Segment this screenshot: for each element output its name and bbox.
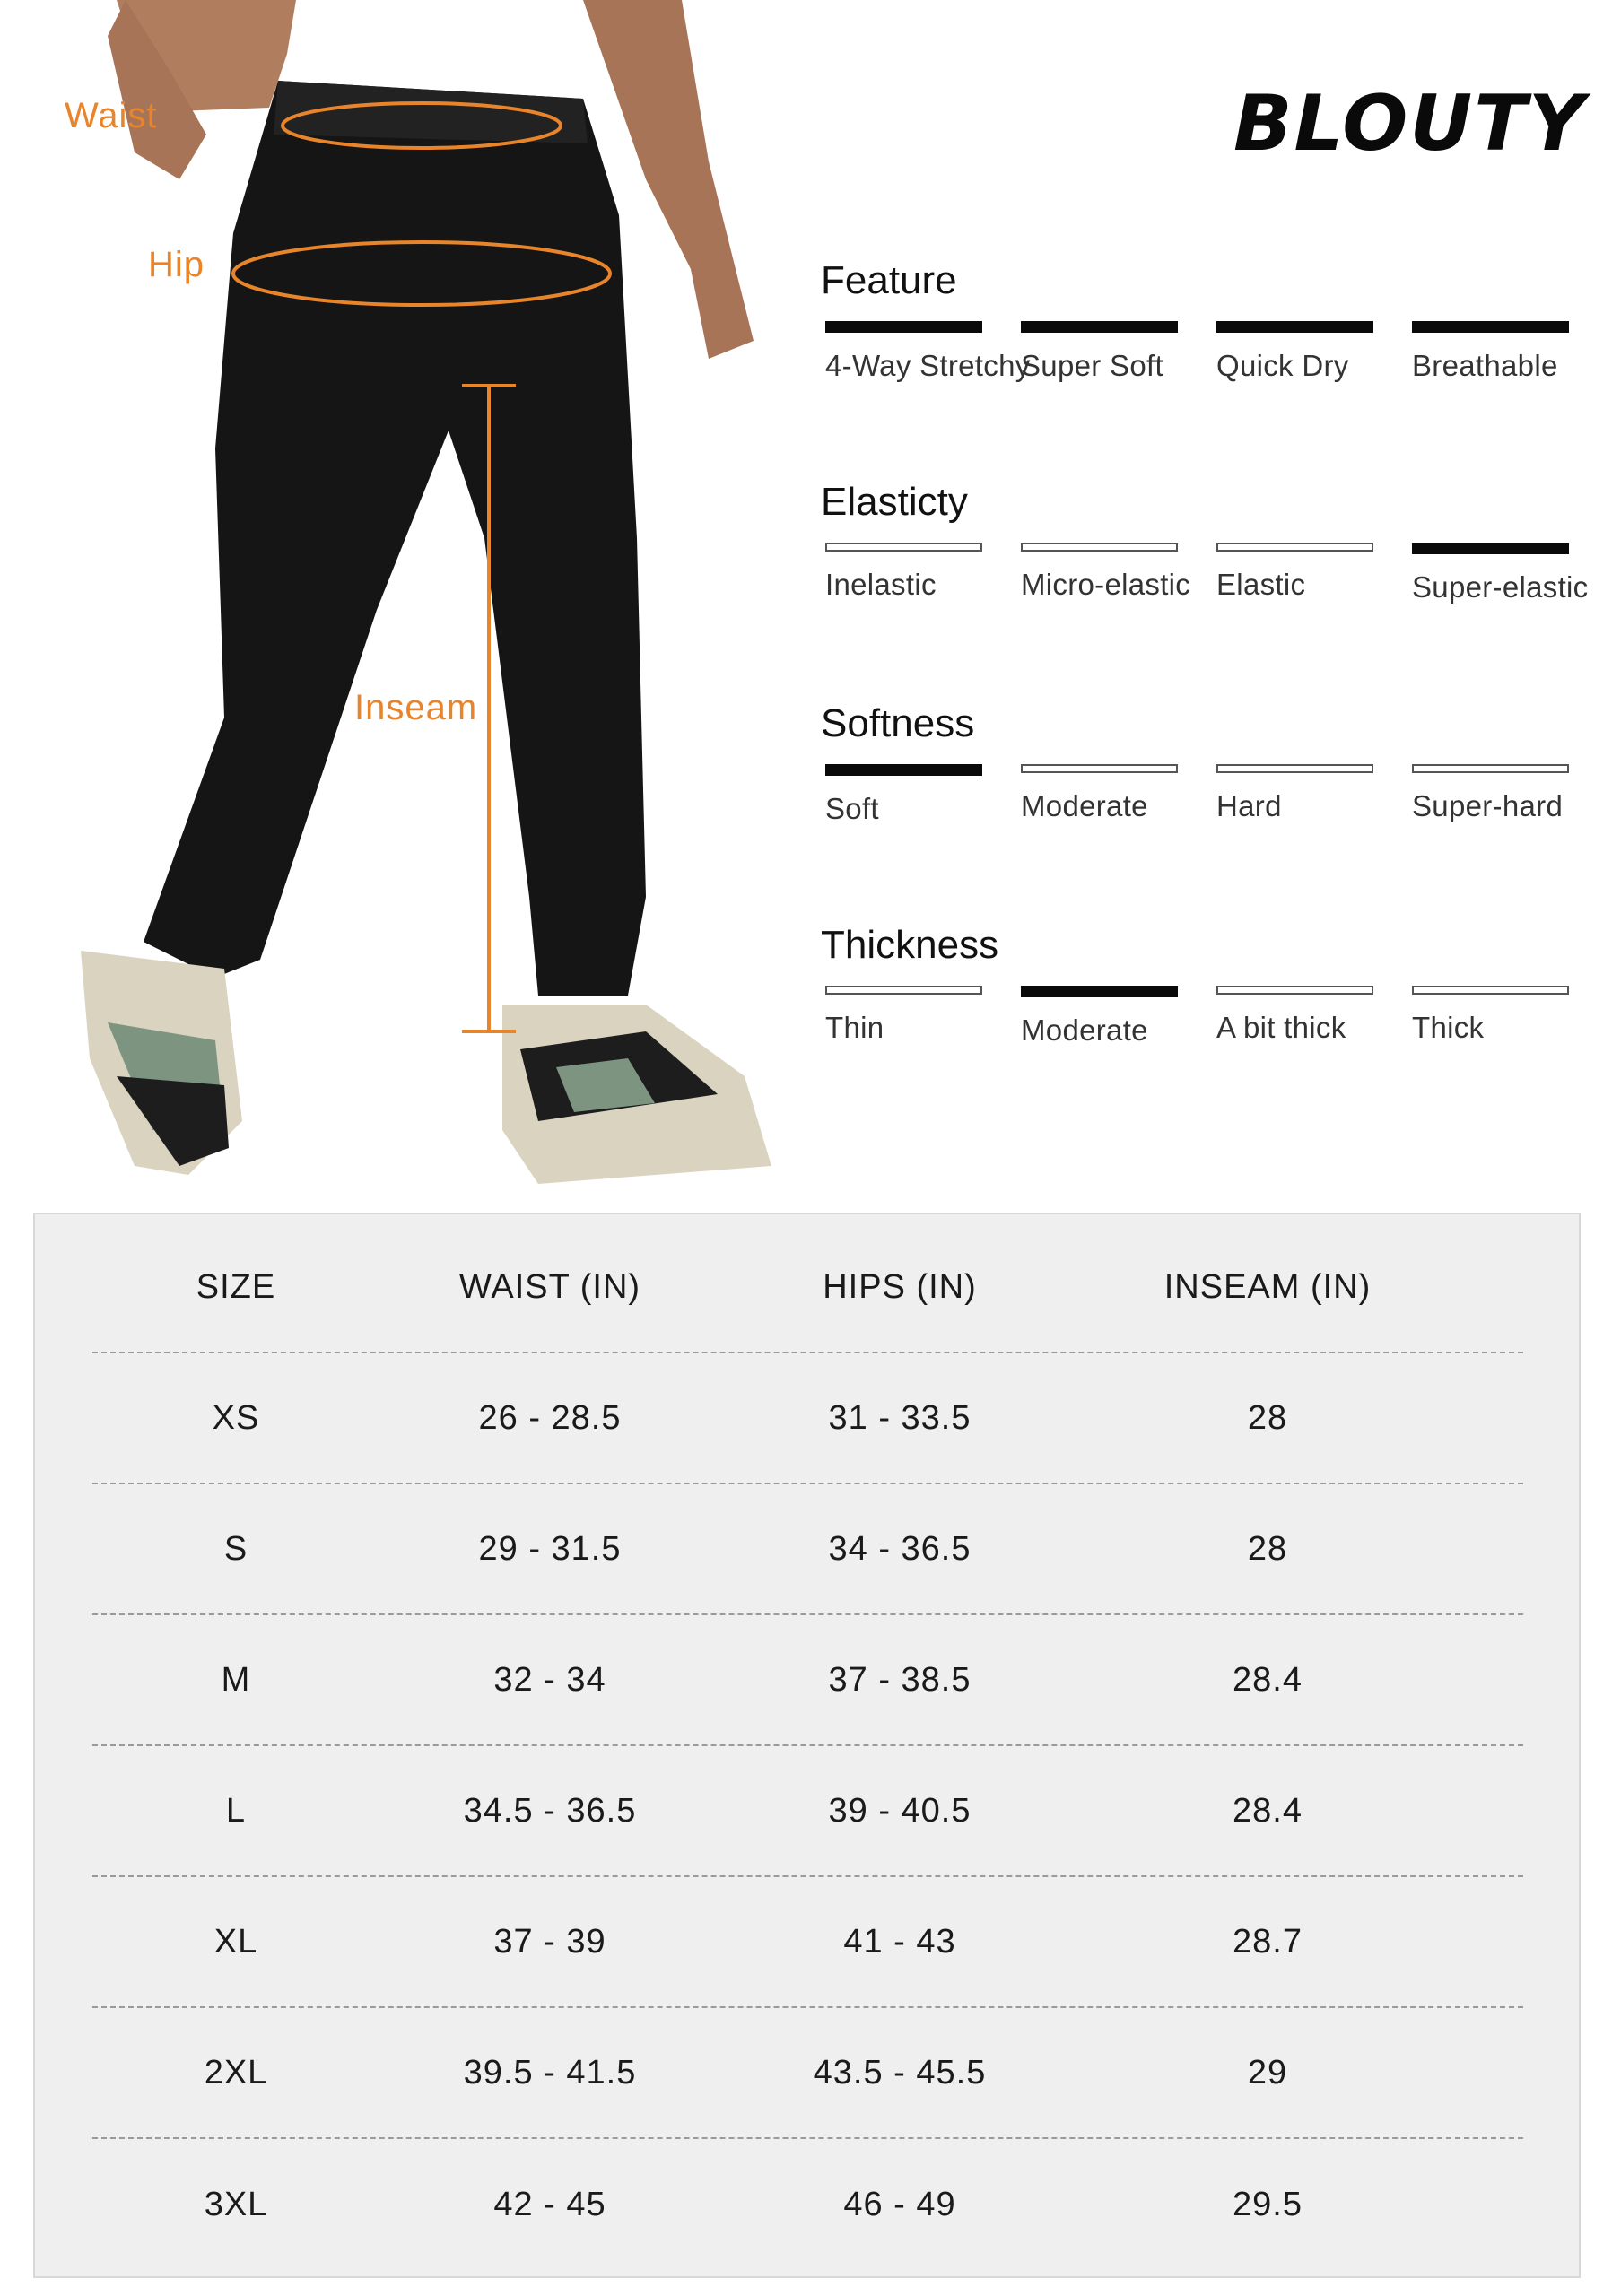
section-title: Thickness	[821, 923, 999, 967]
attribute-option	[825, 321, 1031, 383]
inseam-label: Inseam	[354, 688, 478, 727]
attribute-option	[825, 986, 1005, 1045]
table-cell: 42 - 45	[493, 2186, 606, 2223]
model-illustration	[0, 0, 807, 1202]
level-bar-inactive	[1021, 543, 1178, 552]
attribute-option	[1021, 321, 1200, 383]
table-cell: S	[223, 1530, 248, 1568]
level-bar-inactive	[1216, 764, 1373, 773]
option-label: Soft	[825, 792, 879, 825]
attribute-option	[1412, 986, 1591, 1045]
pants	[144, 81, 646, 996]
table-cell: 26 - 28.5	[478, 1399, 622, 1437]
table-cell: 28.4	[1233, 1792, 1303, 1830]
table-cell: 37 - 38.5	[828, 1661, 972, 1699]
brand-logo: BLOUTY	[1233, 79, 1587, 169]
table-cell: 32 - 34	[493, 1661, 606, 1699]
table-row	[92, 2009, 1523, 2139]
table-row	[92, 1878, 1523, 2008]
level-bar-active	[825, 764, 982, 776]
waist-label: Waist	[65, 96, 158, 135]
attribute-section-softness	[821, 701, 1583, 881]
table-cell: 28	[1247, 1530, 1288, 1568]
table-cell: 3XL	[204, 2186, 268, 2223]
attribute-option	[1216, 986, 1396, 1045]
option-label: Inelastic	[825, 568, 937, 601]
attribute-section-feature	[821, 258, 1583, 438]
table-cell: 28.4	[1233, 1661, 1303, 1699]
attribute-option	[1412, 321, 1591, 383]
option-label: Super-hard	[1412, 789, 1564, 822]
table-cell: 28.7	[1233, 1923, 1303, 1961]
option-label: Super-elastic	[1412, 570, 1589, 604]
level-bar-active	[1021, 986, 1178, 997]
attribute-section-thickness	[821, 923, 1583, 1102]
level-bar-inactive	[1216, 986, 1373, 995]
level-bar-active	[1412, 543, 1569, 554]
table-cell: 43.5 - 45.5	[813, 2054, 987, 2092]
table-cell: 46 - 49	[843, 2186, 956, 2223]
table-cell: XS	[212, 1399, 260, 1437]
table-header-row	[92, 1223, 1523, 1353]
option-label: Micro-elastic	[1021, 568, 1191, 601]
attribute-option	[1021, 764, 1200, 823]
section-title: Softness	[821, 701, 975, 745]
option-label: Quick Dry	[1216, 349, 1349, 382]
table-cell: 39.5 - 41.5	[463, 2054, 637, 2092]
table-cell: XL	[213, 1923, 258, 1961]
level-bar-inactive	[1216, 543, 1373, 552]
table-cell: 2XL	[204, 2054, 268, 2092]
table-cell: 29.5	[1233, 2186, 1303, 2223]
level-bar-inactive	[825, 986, 982, 995]
option-label: Hard	[1216, 789, 1282, 822]
option-label: Thin	[825, 1011, 884, 1044]
level-bar-active	[1021, 321, 1178, 333]
table-cell: 34.5 - 36.5	[463, 1792, 637, 1830]
table-cell: 37 - 39	[493, 1923, 606, 1961]
section-title: Feature	[821, 258, 957, 302]
attribute-option	[825, 543, 1005, 602]
column-header: INSEAM (IN)	[1163, 1268, 1372, 1306]
column-header: HIPS (IN)	[823, 1268, 977, 1306]
level-bar-inactive	[1412, 764, 1569, 773]
attribute-section-elasticty	[821, 480, 1589, 659]
table-row	[92, 1616, 1523, 1746]
size-chart-table	[33, 1213, 1581, 2278]
option-label: Thick	[1412, 1011, 1485, 1044]
attribute-option	[1216, 764, 1396, 823]
table-cell: 29 - 31.5	[478, 1530, 622, 1568]
column-header: WAIST (IN)	[458, 1268, 641, 1306]
column-header: SIZE	[196, 1268, 276, 1306]
table-cell: 31 - 33.5	[828, 1399, 972, 1437]
attribute-option	[1021, 986, 1200, 1048]
option-label: A bit thick	[1216, 1011, 1346, 1044]
option-label: Elastic	[1216, 568, 1306, 601]
option-label: 4-Way Stretchy	[825, 349, 1031, 382]
table-cell: 41 - 43	[843, 1923, 956, 1961]
table-row	[92, 1747, 1523, 1877]
level-bar-active	[1216, 321, 1373, 333]
attribute-option	[1412, 764, 1591, 823]
option-label: Moderate	[1021, 789, 1148, 822]
table-cell: 28	[1247, 1399, 1288, 1437]
attribute-option	[825, 764, 1005, 826]
option-label: Super Soft	[1021, 349, 1163, 382]
level-bar-inactive	[1412, 986, 1569, 995]
level-bar-inactive	[1021, 764, 1178, 773]
table-cell: 34 - 36.5	[828, 1530, 972, 1568]
table-row	[92, 1354, 1523, 1484]
attribute-option	[1021, 543, 1200, 602]
hip-label: Hip	[148, 245, 205, 284]
attribute-option	[1216, 543, 1396, 602]
level-bar-inactive	[825, 543, 982, 552]
table-row	[92, 1485, 1523, 1615]
attribute-option	[1412, 543, 1591, 604]
table-row	[92, 2140, 1523, 2270]
table-cell: M	[221, 1661, 251, 1699]
section-title: Elasticty	[821, 480, 968, 524]
option-label: Breathable	[1412, 349, 1558, 382]
attribute-option	[1216, 321, 1396, 383]
level-bar-active	[1412, 321, 1569, 333]
table-cell: 39 - 40.5	[828, 1792, 972, 1830]
option-label: Moderate	[1021, 1013, 1148, 1047]
table-cell: 29	[1247, 2054, 1288, 2092]
level-bar-active	[825, 321, 982, 333]
table-cell: L	[225, 1792, 247, 1830]
